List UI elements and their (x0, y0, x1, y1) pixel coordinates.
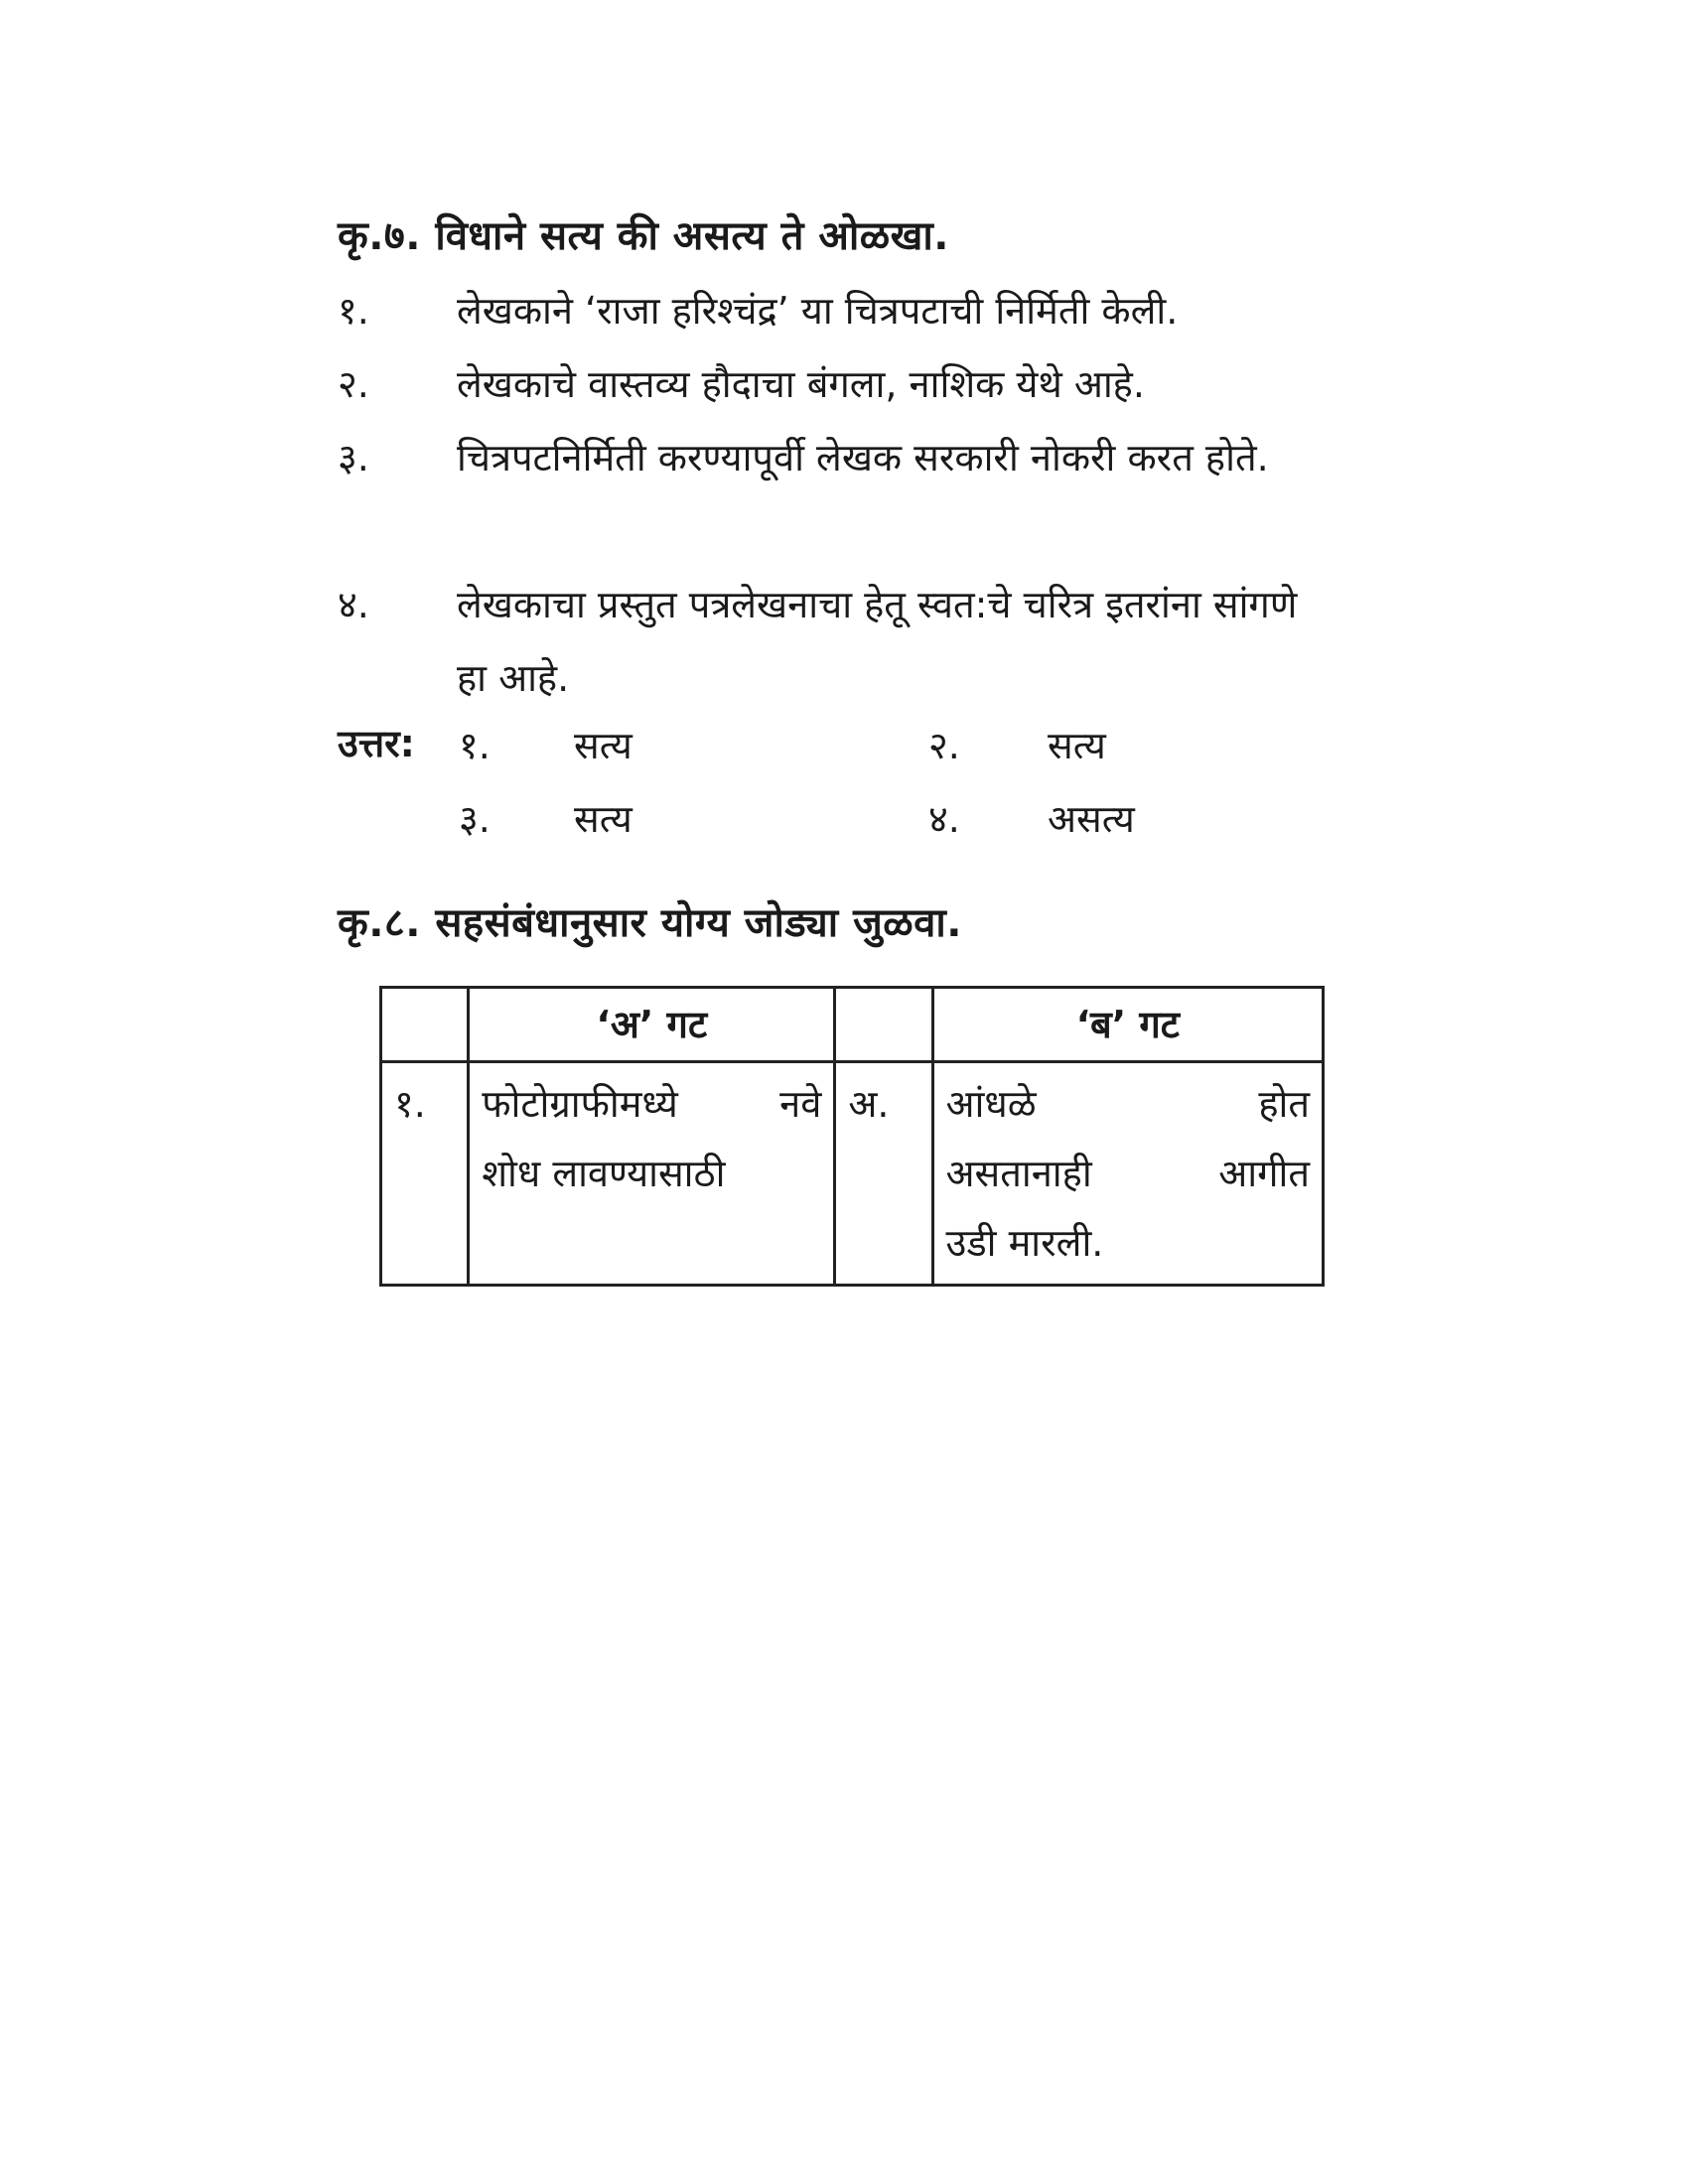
table-header-row (381, 988, 1324, 1062)
q7-statement (338, 421, 1331, 568)
statement-number: २. (338, 362, 369, 406)
answer-number: १. (459, 724, 491, 767)
answer-number: ३. (459, 797, 491, 841)
statement-text: लेखकाने ‘राजा हरिश्चंद्र’ या चित्रपटाची निर्मिती केली. (457, 289, 1179, 333)
statement-number: ३. (338, 436, 369, 479)
cell-word: फोटोग्राफीमध्ये (482, 1082, 678, 1126)
q7-statement (338, 347, 1331, 421)
cell-word: आगीत (1218, 1152, 1310, 1195)
group-b-cell (932, 1062, 1324, 1286)
row-letter: अ. (835, 1062, 932, 1286)
answer-label: उत्तर: (338, 722, 415, 765)
statement-number: १. (338, 289, 369, 333)
table-row (381, 1062, 1324, 1286)
answer-value: सत्य (574, 724, 633, 767)
cell-line (946, 1069, 1311, 1139)
header-group-b: ‘ब’ गट (932, 988, 1324, 1062)
q8-heading: कृ.८. सहसंबंधानुसार योग्य जोड्या जुळवा. (338, 900, 962, 946)
cell-line (946, 1139, 1311, 1208)
q7-statement (338, 274, 1331, 347)
match-table (379, 986, 1325, 1287)
cell-line: शोध लावण्यासाठी (482, 1152, 726, 1195)
answer-value: सत्य (1048, 724, 1106, 767)
statement-number: ४. (338, 583, 369, 626)
header-blank-cell (835, 988, 932, 1062)
answer-number: ४. (928, 797, 960, 841)
cell-word: आंधळे (945, 1082, 1037, 1126)
cell-word: असतानाही (945, 1152, 1092, 1195)
q7-heading: कृ.७. विधाने सत्य की असत्य ते ओळखा. (338, 213, 949, 259)
group-a-cell (469, 1062, 835, 1286)
q7-statement (338, 568, 1331, 715)
header-group-a: ‘अ’ गट (469, 988, 835, 1062)
answer-value: असत्य (1048, 797, 1135, 841)
answer-number: २. (928, 724, 960, 767)
cell-word: नवे (779, 1082, 822, 1126)
cell-line (482, 1069, 821, 1139)
statement-text: लेखकाचे वास्तव्य हौदाचा बंगला, नाशिक येथे आहे. (457, 362, 1145, 406)
cell-line: उडी मारली. (945, 1221, 1104, 1265)
answer-value: सत्य (574, 797, 633, 841)
row-number: १. (381, 1062, 469, 1286)
statement-text: लेखकाचा प्रस्तुत पत्रलेखनाचा हेतू स्वत:चे चरित्र इतरांना सांगणे हा आहे. (457, 583, 1298, 700)
header-blank-cell (381, 988, 469, 1062)
statement-text: चित्रपटनिर्मिती करण्यापूर्वी लेखक सरकारी नोकरी करत होते. (457, 436, 1269, 479)
cell-word: होत (1258, 1082, 1310, 1126)
